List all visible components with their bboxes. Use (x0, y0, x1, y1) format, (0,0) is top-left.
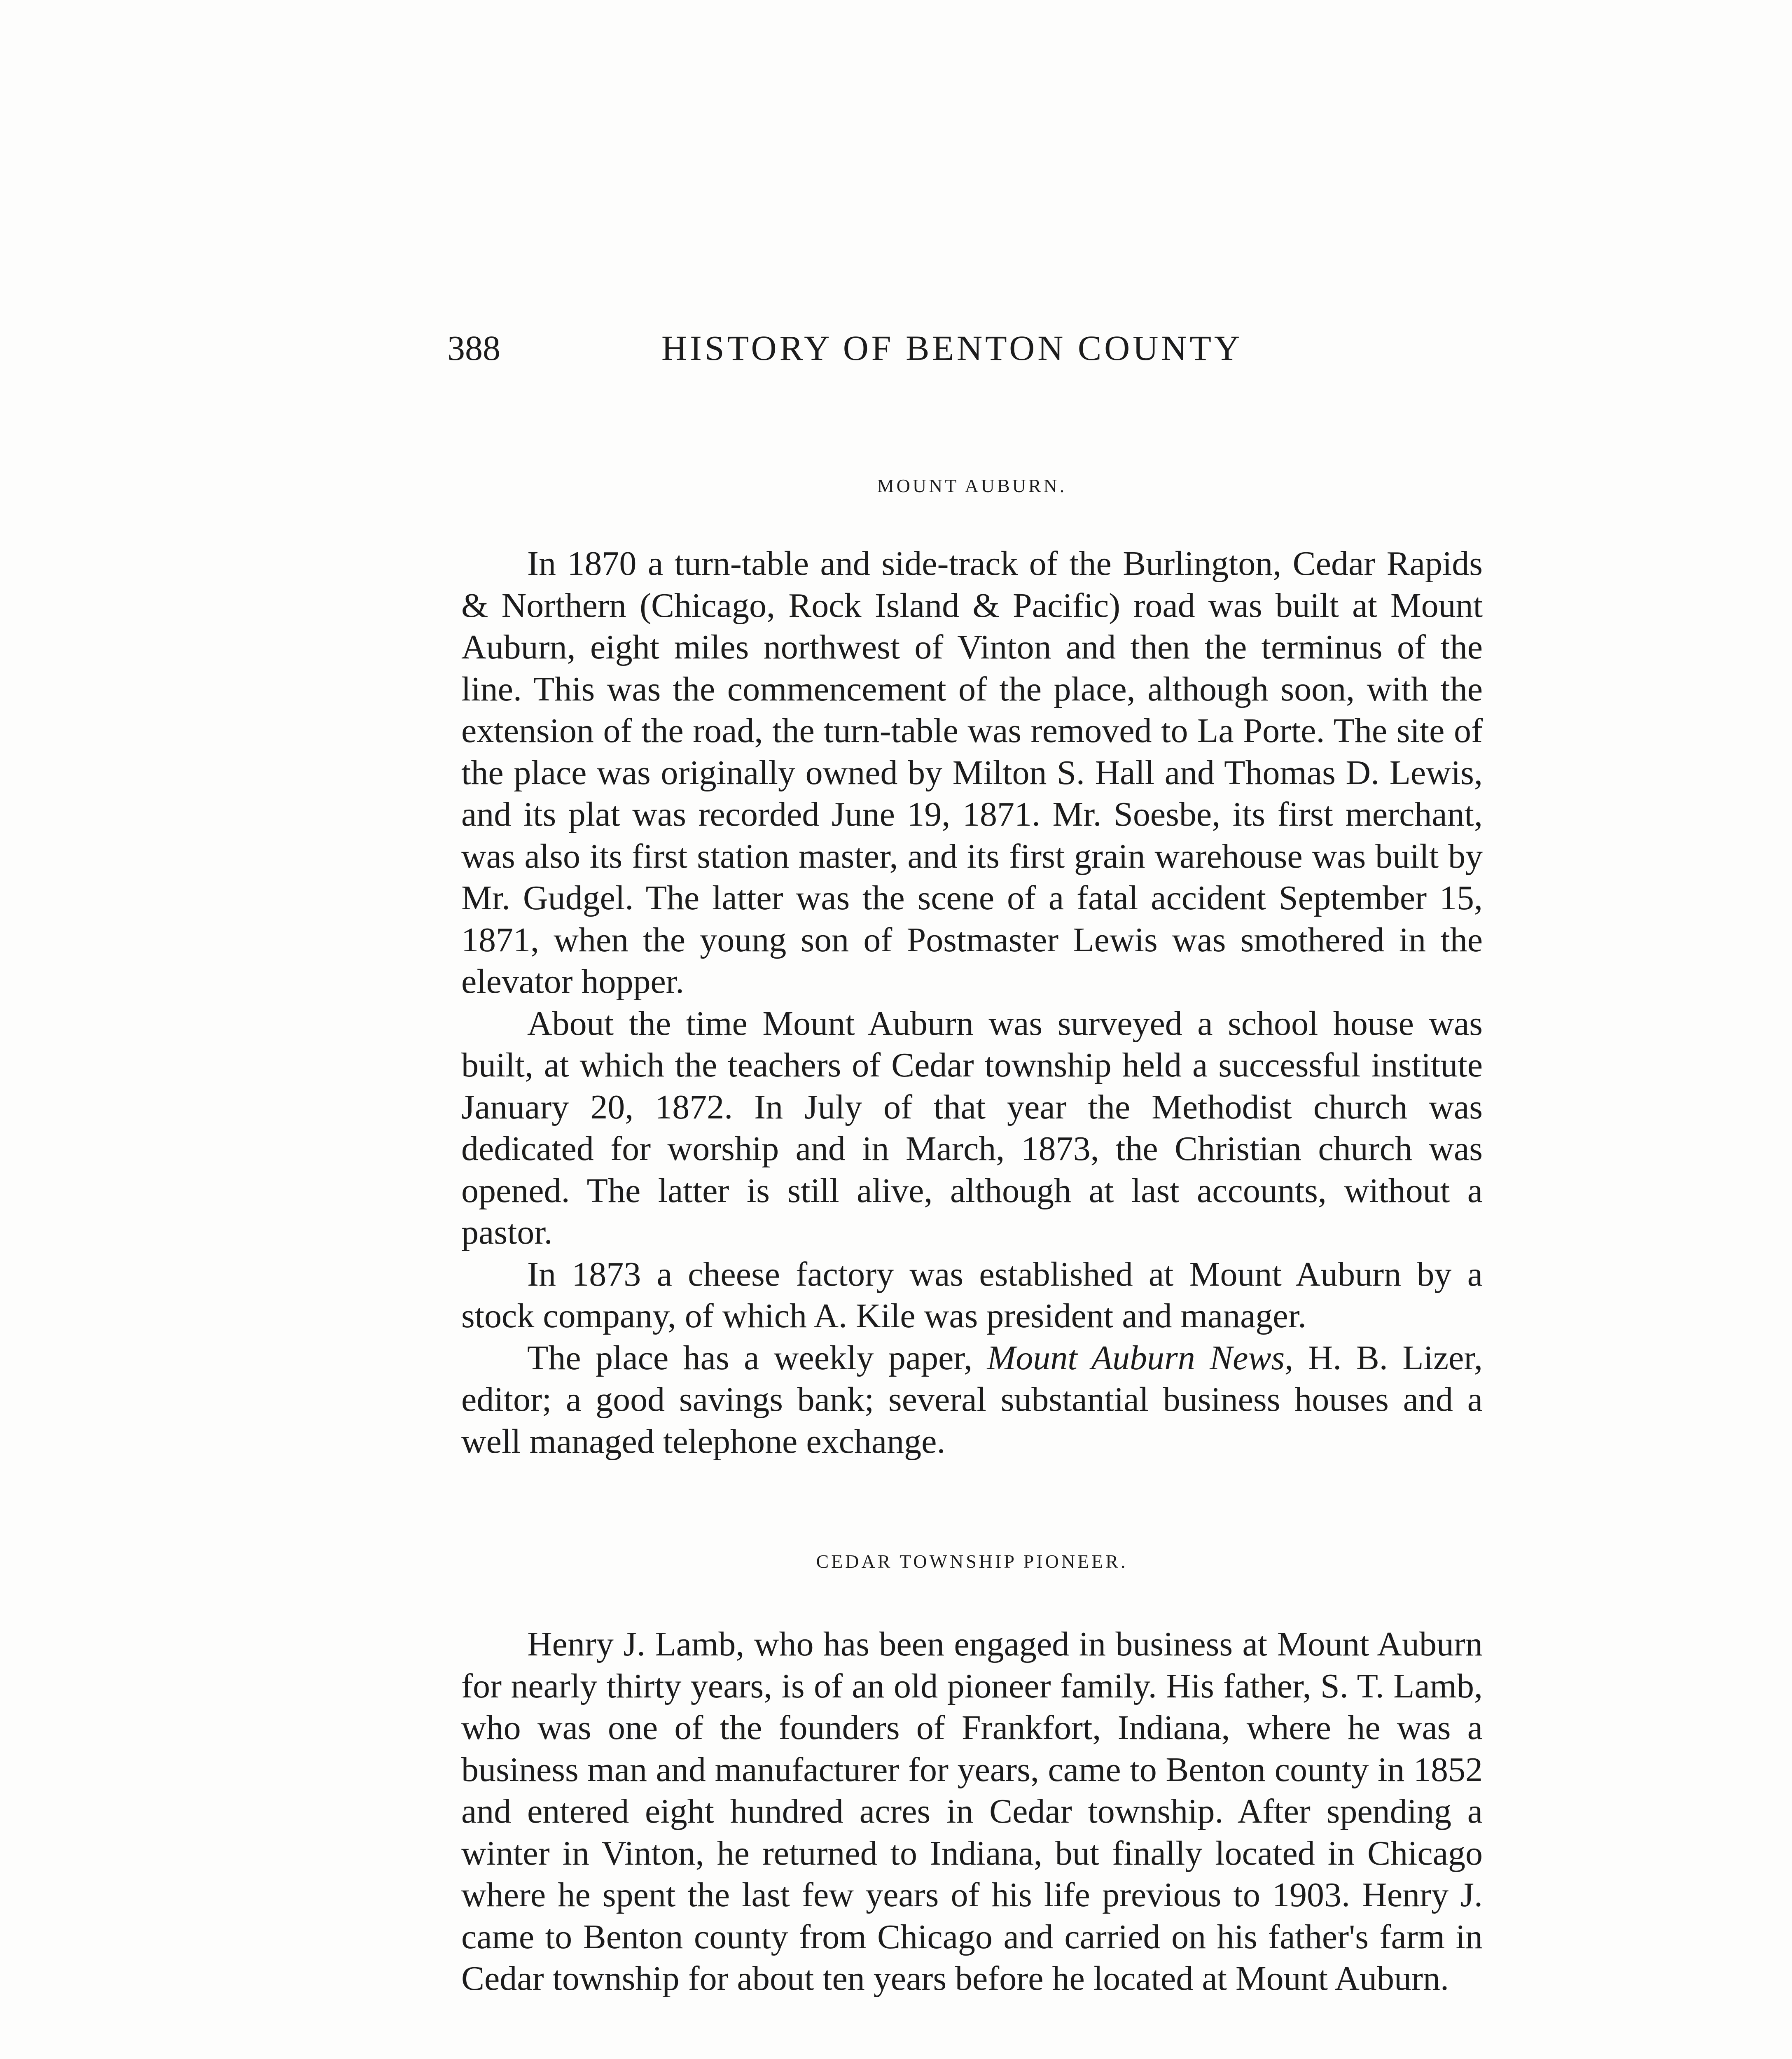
newspaper-title: Mount Auburn News, (987, 1338, 1294, 1377)
paragraph: Henry J. Lamb, who has been engaged in business at Mount Auburn for nearly thirty years, is of an old pioneer family. His father, S. T. Lamb, who was one of the founders of Frankfort, Indiana, where he was a business man and manufacturer for years, came to Benton county in 1852 and entered eight hundred acres in Cedar township. After spending a winter in Vinton, he returned to Indiana, but finally located in Chicago where he spent the last few years of his life previous to 1903. Henry J. came to Benton county from Chicago and carried on his father's farm in Cedar township for about ten years before he located at Mount Auburn. (461, 1625, 1483, 1998)
paragraph: In 1870 a turn-table and side-track of the Burlington, Cedar Rapids & Northern (Chicago, Rock Island & Pacific) road was built at Mount Auburn, eight miles northwest of Vinton and then the terminus of the line. This was the commencement of the place, although soon, with the extension of the road, the turn-table was removed to La Porte. The site of the place was originally owned by Milton S. Hall and Thomas D. Lewis, and its plat was recorded June 19, 1871. Mr. Soesbe, its first merchant, was also its first station master, and its first grain warehouse was built by Mr. Gudgel. The latter was the scene of a fatal accident September 15, 1871, when the young son of Postmaster Lewis was smothered in the elevator hopper. (461, 544, 1483, 1001)
paragraph: In 1873 a cheese factory was established at Mount Auburn by a stock company, of which A. Kile was president and manager. (461, 1255, 1483, 1335)
section-body-mount-auburn (461, 543, 1483, 1462)
section-body-cedar-township-pioneer (461, 1623, 1483, 2000)
section-heading-mount-auburn: MOUNT AUBURN. (877, 475, 1067, 496)
text-run: H. B. Lizer, editor; a good savings bank; several substantial business houses and a well managed telephone exchange. (461, 1338, 1483, 1461)
paragraph-with-newspaper-title (461, 1337, 1483, 1463)
book-title: HISTORY OF BENTON COUNTY (661, 328, 1243, 368)
page-number: 388 (447, 328, 500, 368)
running-head (447, 325, 1493, 371)
paragraph: About the time Mount Auburn was surveyed a school house was built, at which the teachers of Cedar township held a successful institute January 20, 1872. In July of that year the Methodist church was dedicated for worship and in March, 1873, the Christian church was opened. The latter is still alive, although at last accounts, without a pastor. (461, 1004, 1483, 1251)
text-run: The place has a weekly paper, (527, 1338, 987, 1377)
section-heading-cedar-township-pioneer: CEDAR TOWNSHIP PIONEER. (816, 1551, 1128, 1572)
